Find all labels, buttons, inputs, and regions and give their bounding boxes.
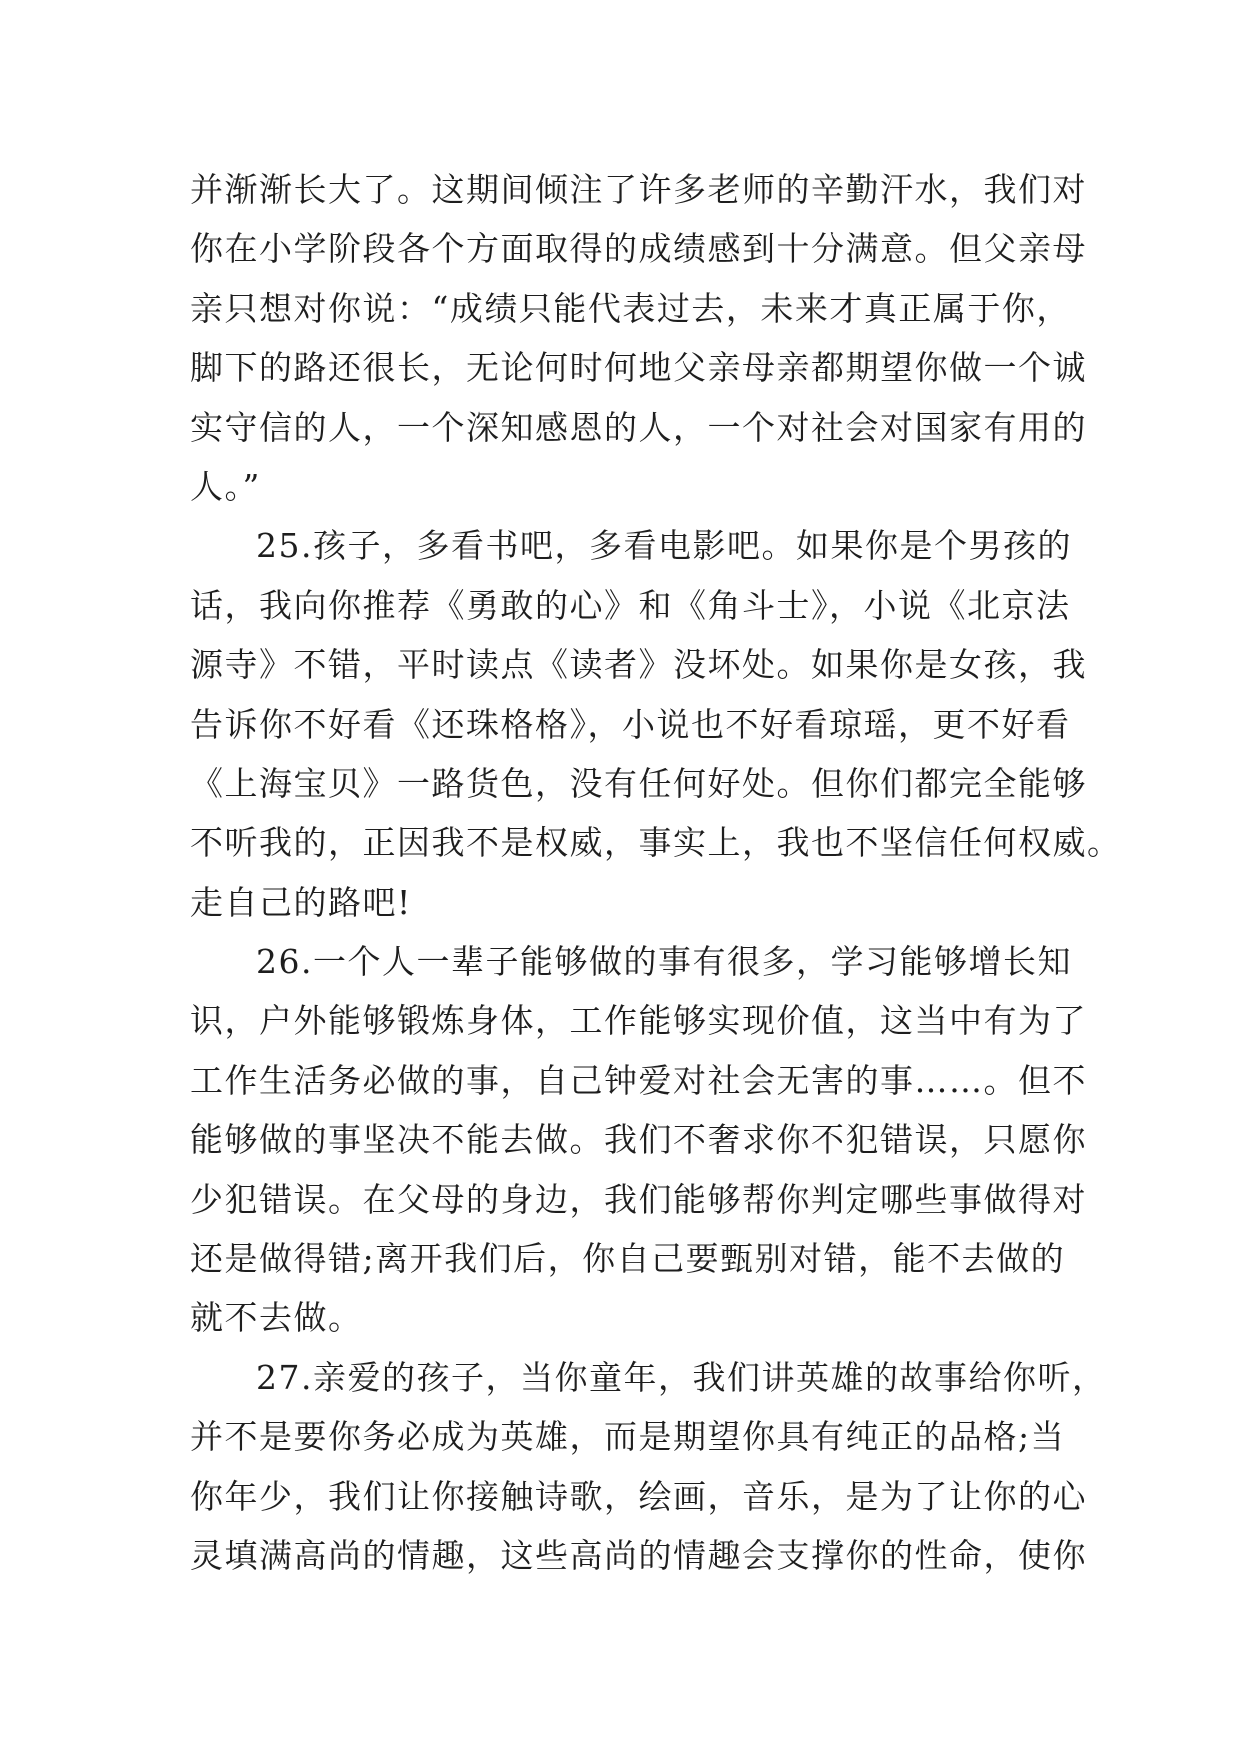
text-line: 亲只想对你说：“成绩只能代表过去，未来才真正属于你， — [190, 288, 1071, 328]
text-line: 工作生活务必做的事，自己钟爱对社会无害的事……。但不 — [190, 1060, 1087, 1100]
text-line: 《上海宝贝》一路货色，没有任何好处。但你们都完全能够 — [190, 763, 1087, 803]
text-line: 25.孩子，多看书吧，多看电影吧。如果你是个男孩的 — [256, 526, 1072, 566]
text-line: 实守信的人，一个深知感恩的人，一个对社会对国家有用的 — [190, 407, 1087, 447]
text-line: 源寺》不错，平时读点《读者》没坏处。如果你是女孩，我 — [190, 645, 1087, 685]
text-line: 识，户外能够锻炼身体，工作能够实现价值，这当中有为了 — [190, 1001, 1087, 1041]
text-line: 走自己的路吧! — [190, 882, 412, 922]
text-line: 你年少，我们让你接触诗歌，绘画，音乐，是为了让你的心 — [190, 1476, 1087, 1516]
paragraph-25 — [190, 516, 1122, 932]
text-line: 就不去做。 — [190, 1298, 363, 1338]
text-line: 并不是要你务必成为英雄，而是期望你具有纯正的品格;当 — [190, 1417, 1066, 1457]
text-line: 不听我的，正因我不是权威，事实上，我也不坚信任何权威。 — [190, 823, 1122, 863]
text-line: 人。” — [190, 466, 261, 506]
text-line: 26.一个人一辈子能够做的事有很多，学习能够增长知 — [256, 942, 1072, 982]
text-line: 少犯错误。在父母的身边，我们能够帮你判定哪些事做得对 — [190, 1179, 1087, 1219]
text-line: 能够做的事坚决不能去做。我们不奢求你不犯错误，只愿你 — [190, 1120, 1087, 1160]
paragraph-27 — [190, 1348, 1107, 1586]
text-line: 还是做得错;离开我们后，你自己要甄别对错，能不去做的 — [190, 1239, 1066, 1279]
paragraph-continuation — [190, 160, 1087, 516]
text-line: 你在小学阶段各个方面取得的成绩感到十分满意。但父亲母 — [190, 229, 1087, 269]
text-line: 告诉你不好看《还珠格格》，小说也不好看琼瑶，更不好看 — [190, 704, 1071, 744]
document-body — [190, 160, 1122, 1585]
text-line: 灵填满高尚的情趣，这些高尚的情趣会支撑你的性命，使你 — [190, 1535, 1087, 1575]
text-line: 并渐渐长大了。这期间倾注了许多老师的辛勤汗水，我们对 — [190, 170, 1087, 209]
paragraph-26 — [190, 932, 1087, 1348]
text-line: 话，我向你推荐《勇敢的心》和《角斗士》，小说《北京法 — [190, 585, 1071, 625]
text-line: 27.亲爱的孩子，当你童年，我们讲英雄的故事给你听， — [256, 1357, 1107, 1397]
text-line: 脚下的路还很长，无论何时何地父亲母亲都期望你做一个诚 — [190, 348, 1087, 388]
